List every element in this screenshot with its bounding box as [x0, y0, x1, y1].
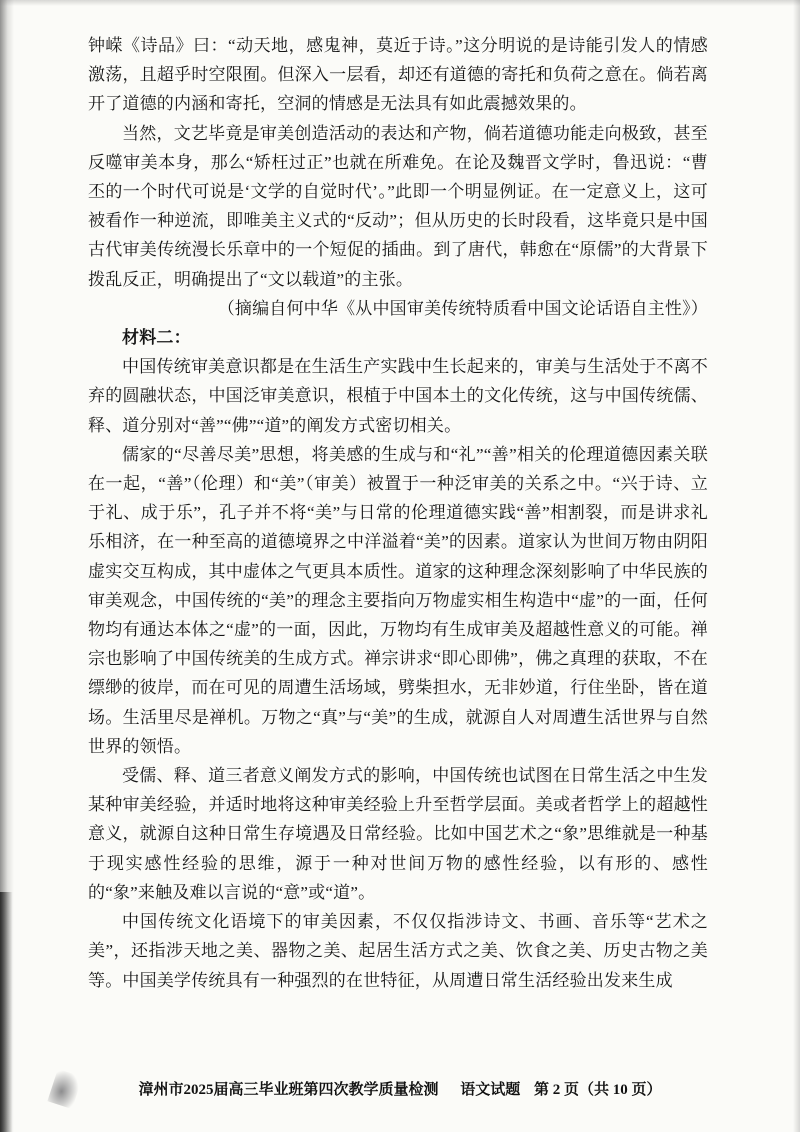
footer-page-number: 第 2 页（共 10 页）	[534, 1082, 662, 1098]
section-heading-material-two: 材料二：	[122, 328, 191, 348]
paragraph: 儒家的“尽善尽美”思想，将美感的生成与和“礼”“善”相关的伦理道德因素关联在一起，“善”（伦理）和“美”（审美）被置于一种泛审美的关系之中。“兴于诗、立于礼、成于乐”，孔子并不将“美”与日常的伦理道德实践“善”相割裂，而是讲求礼乐相济，在一种至高的道德境界之中洋溢着“美”的因素。道家认为世间万物由阴阳虚实交互构成，其中虚体之气更具本质性。道家的这种理念深刻影响了中华民族的审美观念，中国传统的“美”的理念主要指向万物虚实相生构造中“虚”的一面，任何物均有通达本体之“虚”的一面，因此，万物均有生成审美及超越性意义的可能。禅宗也影响了中国传统美的生成方式。禅宗讲求“即心即佛”，佛之真理的获取，不在缥缈的彼岸，而在可见的周遭生活场域，劈柴担水，无非妙道，行住坐卧，皆在道场。生活里尽是禅机。万物之“真”与“美”的生成，就源自人对周遭生活世界与自然世界的领悟。	[88, 444, 708, 756]
paragraph: 当然，文艺毕竟是审美创造活动的表达和产物，倘若道德功能走向极致，甚至反噬审美本身，那么“矫枉过正”也就在所难免。在论及魏晋文学时，鲁迅说：“曹丕的一个时代可说是‘文学的自觉时代’。”此即一个明显例证。在一定意义上，这可被看作一种逆流，即唯美主义式的“反动”；但从历史的长时段看，这毕竟只是中国古代审美传统漫长乐章中的一个短促的插曲。到了唐代，韩愈在“原儒”的大背景下拨乱反正，明确提出了“文以载道”的主张。	[88, 123, 708, 289]
paragraph: 受儒、释、道三者意义阐发方式的影响，中国传统也试图在日常生活之中生发某种审美经验，并适时地将这种审美经验上升至哲学层面。美或者哲学上的超越性意义，就源自这种日常生存境遇及日常经验。比如中国艺术之“象”思维就是一种基于现实感性经验的思维，源于一种对世间万物的感性经验，以有形的、感性的“象”来触及难以言说的“意”或“道”。	[88, 766, 708, 902]
footer-subject: 语文试题	[460, 1082, 521, 1098]
footer-exam-title: 漳州市2025届高三毕业班第四次教学质量检测	[138, 1082, 439, 1098]
paragraph: 中国传统文化语境下的审美因素，不仅仅指涉诗文、书画、音乐等“艺术之美”，还指涉天地之美、器物之美、起居生活方式之美、饮食之美、历史古物之美等。中国美学传统具有一种强烈的在世特征，从周遭日常生活经验出发来生成	[88, 912, 708, 990]
attribution-line: （摘编自何中华《从中国审美传统特质看中国文论话语自主性》）	[217, 298, 708, 318]
scan-top-edge-shadow	[0, 0, 800, 6]
page-footer	[0, 1078, 800, 1099]
paragraph: 中国传统审美意识都是在生活生产实践中生长起来的，审美与生活处于不离不弃的圆融状态，中国泛审美意识，根植于中国本土的文化传统，这与中国传统儒、释、道分别对“善”“佛”“道”的阐发方式密切相关。	[88, 357, 708, 435]
paragraph-continuation: 钟嵘《诗品》曰：“动天地，感鬼神，莫近于诗。”这分明说的是诗能引发人的情感激荡，且超乎时空限囿。但深入一层看，却还有道德的寄托和负荷之意在。倘若离开了道德的内涵和寄托，空洞的情感是无法具有如此震撼效果的。	[88, 36, 708, 114]
document-body	[88, 31, 708, 995]
scan-right-edge-shadow	[793, 0, 800, 1132]
scan-left-edge-shadow	[0, 0, 14, 1132]
